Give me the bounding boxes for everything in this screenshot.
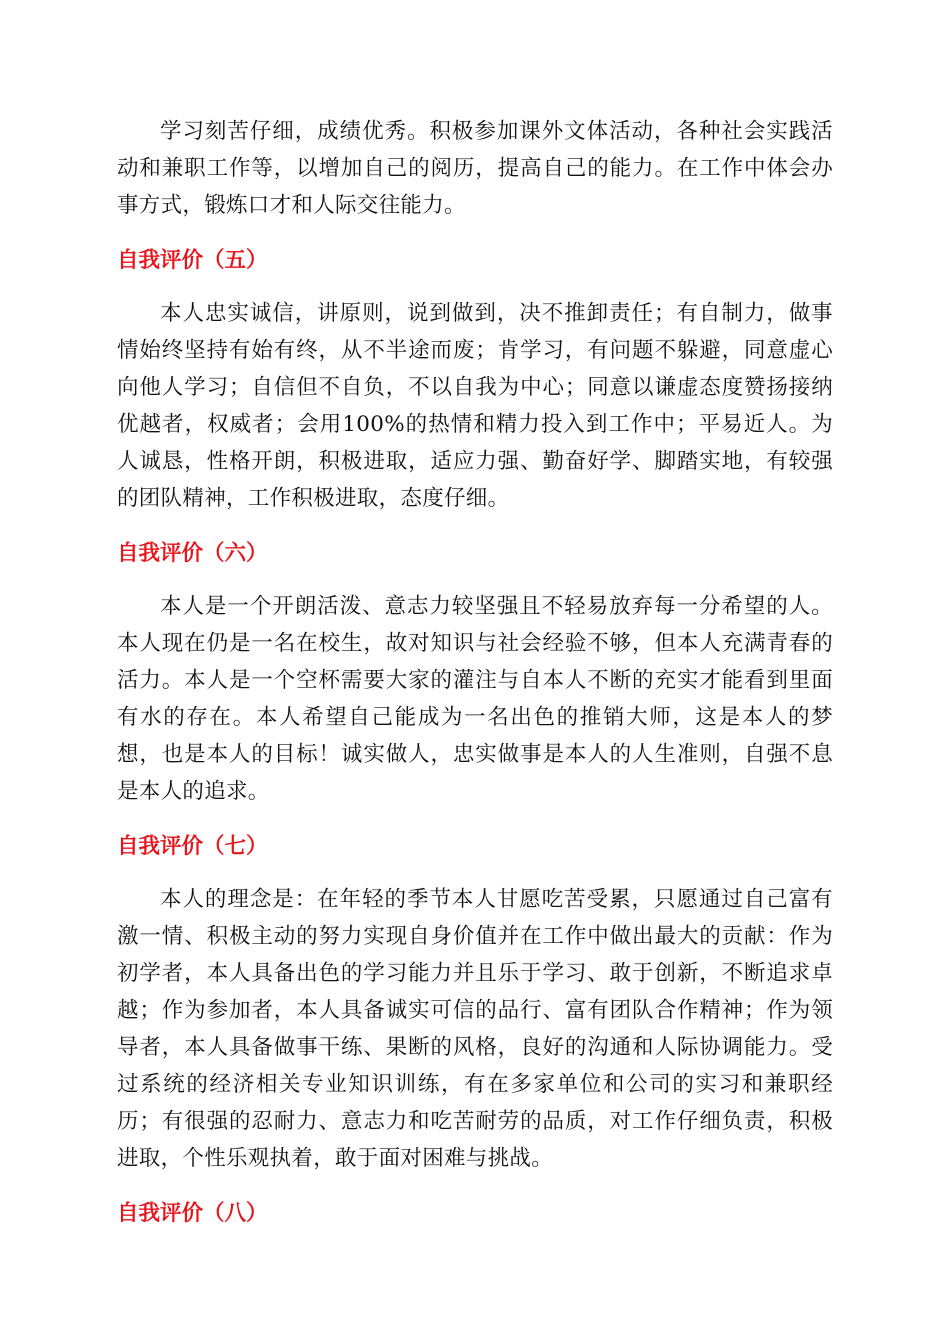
document-page bbox=[117, 113, 833, 1248]
heading-self-evaluation-6: 自我评价（六） bbox=[117, 541, 268, 566]
heading-self-evaluation-7: 自我评价（七） bbox=[117, 834, 268, 859]
paragraph-self-evaluation-5: 本人忠实诚信，讲原则，说到做到，决不推卸责任；有自制力，做事情始终坚持有始有终，从不半途而废；肯学习，有问题不躲避，同意虚心向他人学习；自信但不自负，不以自我为中心；同意以谦虚态度赞扬接纳优越者，权威者；会用100%的热情和精力投入到工作中；平易近人。为人诚恳，性格开朗，积极进取，适应力强、勤奋好学、脚踏实地，有较强的团队精神，工作积极进取，态度仔细。 bbox=[117, 301, 833, 511]
paragraph-intro: 学习刻苦仔细，成绩优秀。积极参加课外文体活动，各种社会实践活动和兼职工作等，以增加自己的阅历，提高自己的能力。在工作中体会办事方式，锻炼口才和人际交往能力。 bbox=[117, 119, 833, 218]
paragraph-self-evaluation-7: 本人的理念是：在年轻的季节本人甘愿吃苦受累，只愿通过自己富有激一情、积极主动的努力实现自身价值并在工作中做出最大的贡献：作为初学者，本人具备出色的学习能力并且乐于学习、敢于创新，不断追求卓越；作为参加者，本人具备诚实可信的品行、富有团队合作精神；作为领导者，本人具备做事干练、果断的风格，良好的沟通和人际协调能力。受过系统的经济相关专业知识训练，有在多家单位和公司的实习和兼职经历；有很强的忍耐力、意志力和吃苦耐劳的品质，对工作仔细负责，积极进取，个性乐观执着，敢于面对困难与挑战。 bbox=[117, 887, 833, 1171]
heading-self-evaluation-8: 自我评价（八） bbox=[117, 1201, 268, 1226]
heading-self-evaluation-5: 自我评价（五） bbox=[117, 248, 268, 273]
paragraph-self-evaluation-6: 本人是一个开朗活泼、意志力较坚强且不轻易放弃每一分希望的人。本人现在仍是一名在校生，故对知识与社会经验不够，但本人充满青春的活力。本人是一个空杯需要大家的灌注与自本人不断的充实才能看到里面有水的存在。本人希望自己能成为一名出色的推销大师，这是本人的梦想，也是本人的目标！诚实做人，忠实做事是本人的人生准则，自强不息是本人的追求。 bbox=[117, 594, 833, 804]
